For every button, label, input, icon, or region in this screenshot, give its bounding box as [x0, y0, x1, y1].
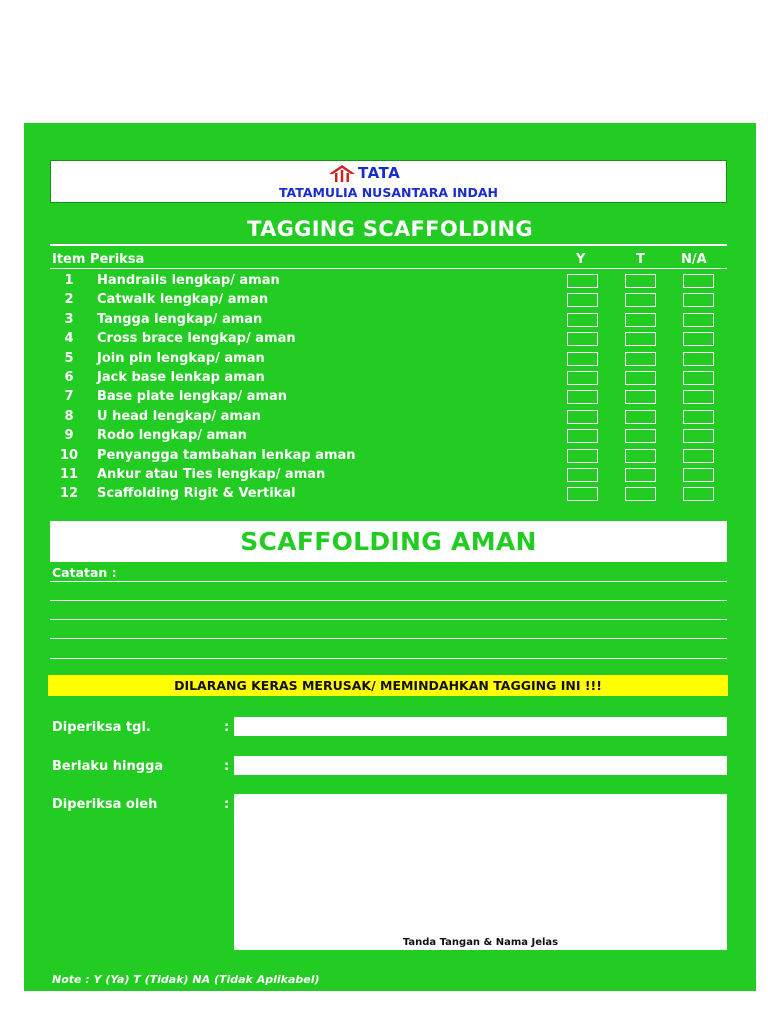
checkbox-na[interactable] [683, 429, 714, 443]
footnote: Note : Y (Ya) T (Tidak) NA (Tidak Aplikabel) [52, 973, 320, 986]
valid-until-colon: : [224, 759, 230, 774]
company-name: TATAMULIA NUSANTARA INDAH [279, 185, 498, 200]
checkbox-no[interactable] [625, 390, 656, 404]
item-number: 2 [64, 292, 74, 308]
checkbox-yes[interactable] [567, 487, 598, 501]
valid-until-field[interactable] [234, 756, 727, 775]
checkbox-na[interactable] [683, 274, 714, 288]
checkbox-no[interactable] [625, 468, 656, 482]
checkbox-yes[interactable] [567, 274, 598, 288]
company-logo [329, 163, 400, 183]
item-number: 5 [64, 350, 74, 366]
column-header-item: Item Periksa [52, 252, 145, 267]
notes-line[interactable] [50, 600, 727, 601]
checkbox-no[interactable] [625, 313, 656, 327]
tata-logo-icon [329, 164, 355, 182]
notes-line[interactable] [50, 581, 727, 582]
column-header-na: N/A [681, 252, 707, 267]
page-title: TAGGING SCAFFOLDING [247, 217, 533, 241]
checkbox-yes[interactable] [567, 468, 598, 482]
signature-field[interactable] [234, 794, 727, 950]
item-number: 7 [64, 389, 74, 405]
item-label: Penyangga tambahan lenkap aman [97, 447, 356, 463]
notes-line[interactable] [50, 638, 727, 639]
signature-caption: Tanda Tangan & Nama Jelas [402, 937, 559, 948]
notes-label: Catatan : [52, 565, 117, 580]
item-label: Cross brace lengkap/ aman [97, 331, 296, 347]
header-divider [50, 268, 727, 269]
item-label: U head lengkap/ aman [97, 408, 261, 424]
checkbox-yes[interactable] [567, 371, 598, 385]
item-label: Rodo lengkap/ aman [97, 428, 247, 444]
checkbox-yes[interactable] [567, 410, 598, 424]
checkbox-no[interactable] [625, 487, 656, 501]
item-number: 11 [59, 467, 79, 482]
checkbox-na[interactable] [683, 332, 714, 346]
checked-by-label: Diperiksa oleh [52, 797, 158, 812]
item-label: Catwalk lengkap/ aman [97, 292, 269, 308]
item-number: 10 [59, 447, 79, 463]
checkbox-na[interactable] [683, 487, 714, 501]
checkbox-yes[interactable] [567, 449, 598, 463]
checkbox-yes[interactable] [567, 293, 598, 307]
checkbox-no[interactable] [625, 429, 656, 443]
column-header-yes: Y [576, 252, 586, 267]
item-number: 3 [64, 311, 74, 327]
item-number: 1 [64, 273, 74, 288]
checkbox-no[interactable] [625, 274, 656, 288]
checkbox-no[interactable] [625, 449, 656, 463]
checkbox-na[interactable] [683, 410, 714, 424]
checkbox-yes[interactable] [567, 332, 598, 346]
checkbox-na[interactable] [683, 468, 714, 482]
checkbox-yes[interactable] [567, 352, 598, 366]
notes-line[interactable] [50, 658, 727, 659]
header-box [50, 160, 727, 203]
valid-until-label: Berlaku hingga [52, 759, 164, 774]
checkbox-no[interactable] [625, 332, 656, 346]
notes-line[interactable] [50, 619, 727, 620]
checkbox-na[interactable] [683, 313, 714, 327]
checked-date-label: Diperiksa tgl. [52, 720, 151, 735]
scaffolding-tag-card [24, 123, 756, 991]
item-number: 9 [64, 428, 74, 444]
item-label: Jack base lenkap aman [97, 370, 265, 385]
checkbox-na[interactable] [683, 293, 714, 307]
checkbox-na[interactable] [683, 449, 714, 463]
checkbox-no[interactable] [625, 293, 656, 307]
column-header-no: T [636, 252, 645, 267]
checkbox-na[interactable] [683, 352, 714, 366]
logo-text: TATA [358, 164, 401, 182]
checkbox-yes[interactable] [567, 429, 598, 443]
status-banner: SCAFFOLDING AMAN [50, 521, 727, 562]
checkbox-no[interactable] [625, 352, 656, 366]
item-label: Scaffolding Rigit & Vertikal [97, 486, 296, 502]
item-number: 12 [59, 486, 79, 502]
checked-date-field[interactable] [234, 717, 727, 736]
item-label: Base plate lengkap/ aman [97, 389, 288, 405]
checkbox-no[interactable] [625, 410, 656, 424]
checked-date-colon: : [224, 720, 230, 735]
item-label: Join pin lengkap/ aman [97, 350, 265, 366]
item-label: Tangga lengkap/ aman [97, 311, 263, 327]
checkbox-na[interactable] [683, 390, 714, 404]
item-label: Ankur atau Ties lengkap/ aman [97, 467, 326, 482]
title-divider [50, 244, 727, 246]
item-number: 6 [64, 370, 74, 385]
checkbox-yes[interactable] [567, 313, 598, 327]
checkbox-no[interactable] [625, 371, 656, 385]
checkbox-na[interactable] [683, 371, 714, 385]
item-number: 4 [64, 331, 74, 347]
item-number: 8 [64, 408, 74, 424]
checked-by-colon: : [224, 797, 230, 812]
warning-banner: DILARANG KERAS MERUSAK/ MEMINDAHKAN TAGGING INI !!! [48, 675, 728, 696]
item-label: Handrails lengkap/ aman [97, 273, 280, 288]
checkbox-yes[interactable] [567, 390, 598, 404]
